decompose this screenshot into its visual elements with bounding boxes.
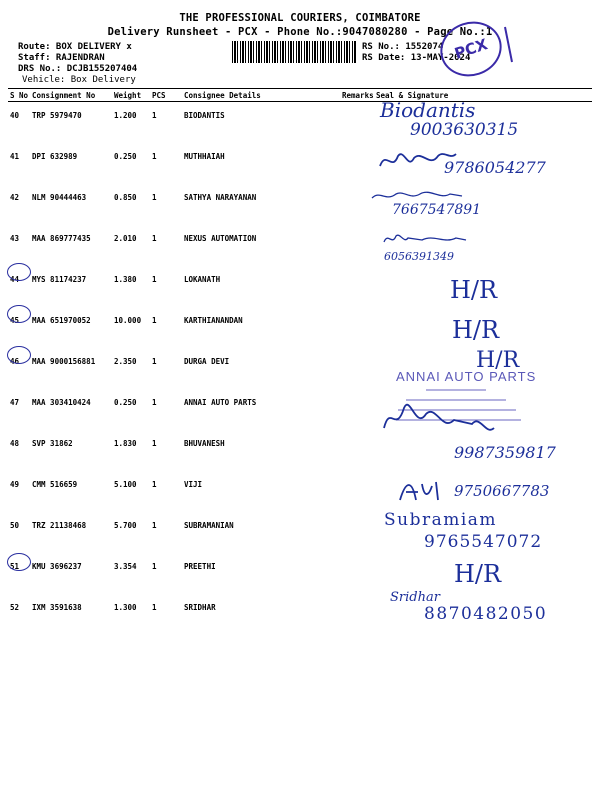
cell-sno: 44: [10, 275, 20, 284]
cell-weight: 0.250: [114, 152, 137, 161]
cell-weight: 2.010: [114, 234, 137, 243]
cell-weight: 1.380: [114, 275, 137, 284]
cell-remarks: [340, 184, 374, 225]
handwritten-name-50: Subramiam: [384, 510, 498, 530]
handwritten-phone-50: 9765547072: [424, 532, 543, 552]
handwritten-phone-43: 6056391349: [384, 250, 454, 263]
cell-remarks: [340, 553, 374, 594]
table-row: [8, 553, 592, 594]
cell-sno: 40: [10, 111, 20, 120]
table-row: [8, 225, 592, 266]
handwritten-phone-40: 9003630315: [410, 120, 519, 140]
cell-consignment: IXM 3591638: [32, 603, 82, 612]
cell-consignment: MAA 651970052: [32, 316, 91, 325]
cell-consignee: SUBRAMANIAN: [184, 521, 234, 530]
rs-date: RS Date: 13-MAY-2024: [362, 53, 471, 63]
cell-pcs: 1: [152, 398, 157, 407]
cell-sno: 49: [10, 480, 20, 489]
hr-mark-45: H/R: [452, 316, 500, 344]
col-seal-signature: Seal & Signature: [374, 89, 592, 102]
cell-consignee: MUTHHAIAH: [184, 152, 225, 161]
cell-pcs: 1: [152, 562, 157, 571]
cell-remarks: [340, 430, 374, 471]
cell-remarks: [340, 594, 374, 635]
cell-sno: 47: [10, 398, 20, 407]
handwritten-phone-41: 9786054277: [444, 158, 546, 177]
cell-remarks: [340, 471, 374, 512]
hr-mark-46: H/R: [476, 348, 520, 373]
cell-sno: 46: [10, 357, 20, 366]
cell-pcs: 1: [152, 521, 157, 530]
cell-pcs: 1: [152, 152, 157, 161]
cell-consignee: NEXUS AUTOMATION: [184, 234, 257, 243]
cell-consignee: ANNAI AUTO PARTS: [184, 398, 257, 407]
cell-consignment: NLM 90444463: [32, 193, 87, 202]
cell-weight: 1.200: [114, 111, 137, 120]
cell-weight: 0.850: [114, 193, 137, 202]
cell-sno: 45: [10, 316, 20, 325]
company-title: THE PROFESSIONAL COURIERS, COIMBATORE: [179, 12, 421, 24]
handwritten-phone-49: 9750667783: [454, 482, 550, 500]
cell-consignment: MYS 81174237: [32, 275, 87, 284]
drs-label: DRS No.: DCJB155207404: [18, 64, 138, 74]
cell-pcs: 1: [152, 480, 157, 489]
runsheet-title: Delivery Runsheet - PCX - Phone No.:9047080280 - Page No.:1: [107, 26, 493, 38]
cell-consignee: SRIDHAR: [184, 603, 216, 612]
cell-consignee: BHUVANESH: [184, 439, 225, 448]
cell-remarks: [340, 348, 374, 389]
cell-pcs: 1: [152, 275, 157, 284]
cell-weight: 5.100: [114, 480, 137, 489]
cell-remarks: [340, 512, 374, 553]
cell-remarks: [340, 143, 374, 184]
handwritten-phone-42: 7667547891: [392, 202, 482, 218]
cell-remarks: [340, 225, 374, 266]
barcode: [232, 41, 357, 63]
cell-consignment: DPI 632989: [32, 152, 78, 161]
staff-label: Staff: RAJENDRAN: [18, 53, 105, 63]
table-header-row: [8, 89, 592, 102]
hr-mark-44: H/R: [450, 276, 498, 304]
cell-consignee: LOKANATH: [184, 275, 221, 284]
col-pcs: PCS: [150, 89, 182, 102]
stamp-stroke-mark: [500, 22, 520, 72]
cell-weight: 10.000: [114, 316, 142, 325]
cell-sno: 41: [10, 152, 20, 161]
cell-consignee: SATHYA NARAYANAN: [184, 193, 257, 202]
signature-49: [398, 476, 448, 504]
cell-pcs: 1: [152, 193, 157, 202]
cell-weight: 3.354: [114, 562, 137, 571]
cell-sno: 43: [10, 234, 20, 243]
cell-pcs: 1: [152, 111, 157, 120]
pcx-stamp: PCX: [433, 14, 509, 85]
table-row: [8, 266, 592, 307]
cell-consignment: TRZ 21138468: [32, 521, 87, 530]
cell-weight: 1.830: [114, 439, 137, 448]
cell-pcs: 1: [152, 316, 157, 325]
cell-consignee: DURGA DEVI: [184, 357, 230, 366]
handwritten-phone-52: 8870482050: [424, 604, 548, 624]
table-row: [8, 184, 592, 225]
cell-remarks: [340, 266, 374, 307]
sno-circle-46: [7, 346, 31, 364]
cell-pcs: 1: [152, 234, 157, 243]
cell-consignment: MAA 9000156881: [32, 357, 96, 366]
cell-weight: 2.350: [114, 357, 137, 366]
cell-consignment: TRP 5979470: [32, 111, 82, 120]
cell-consignee: BIODANTIS: [184, 111, 225, 120]
col-consignment: Consignment No: [30, 89, 112, 102]
vehicle-label: Vehicle: Box Delivery: [22, 75, 136, 85]
cell-consignee: KARTHIANANDAN: [184, 316, 243, 325]
cell-sno: 52: [10, 603, 20, 612]
cell-consignment: CMM 516659: [32, 480, 78, 489]
rs-number: RS No.: 1552074: [362, 42, 444, 52]
cell-consignee: PREETHI: [184, 562, 216, 571]
col-consignee: Consignee Details: [182, 89, 340, 102]
handwritten-phone-48: 9987359817: [454, 443, 556, 462]
cell-weight: 0.250: [114, 398, 137, 407]
cell-consignee: VIJI: [184, 480, 203, 489]
sno-circle-44: [7, 263, 31, 281]
hr-mark-51: H/R: [454, 560, 502, 588]
signature-43: [382, 230, 467, 248]
cell-pcs: 1: [152, 603, 157, 612]
col-weight: Weight: [112, 89, 150, 102]
cell-consignment: SVP 31862: [32, 439, 73, 448]
cell-sno: 48: [10, 439, 20, 448]
sno-circle-45: [7, 305, 31, 323]
handwritten-name-52: Sridhar: [390, 590, 440, 605]
cell-pcs: 1: [152, 357, 157, 366]
cell-sno: 50: [10, 521, 20, 530]
cell-weight: 5.700: [114, 521, 137, 530]
cell-consignment: MAA 869777435: [32, 234, 91, 243]
cell-remarks: [340, 307, 374, 348]
col-sno: S No: [10, 90, 29, 100]
cell-consignment: MAA 303410424: [32, 398, 91, 407]
route-label: Route: BOX DELIVERY x: [18, 42, 132, 52]
cell-sno: 42: [10, 193, 20, 202]
cell-consignment: KMU 3696237: [32, 562, 82, 571]
col-remarks: Remarks: [342, 90, 374, 100]
cell-sno: 51: [10, 562, 20, 571]
annai-stamp-name: ANNAI AUTO PARTS: [396, 369, 537, 384]
cell-remarks: [340, 389, 374, 430]
cell-pcs: 1: [152, 439, 157, 448]
cell-weight: 1.300: [114, 603, 137, 612]
annai-stamp-address: [376, 384, 526, 444]
cell-remarks: [340, 102, 374, 144]
table-row: [8, 307, 592, 348]
sno-circle-51: [7, 553, 31, 571]
handwritten-name-40: Biodantis: [380, 98, 476, 122]
